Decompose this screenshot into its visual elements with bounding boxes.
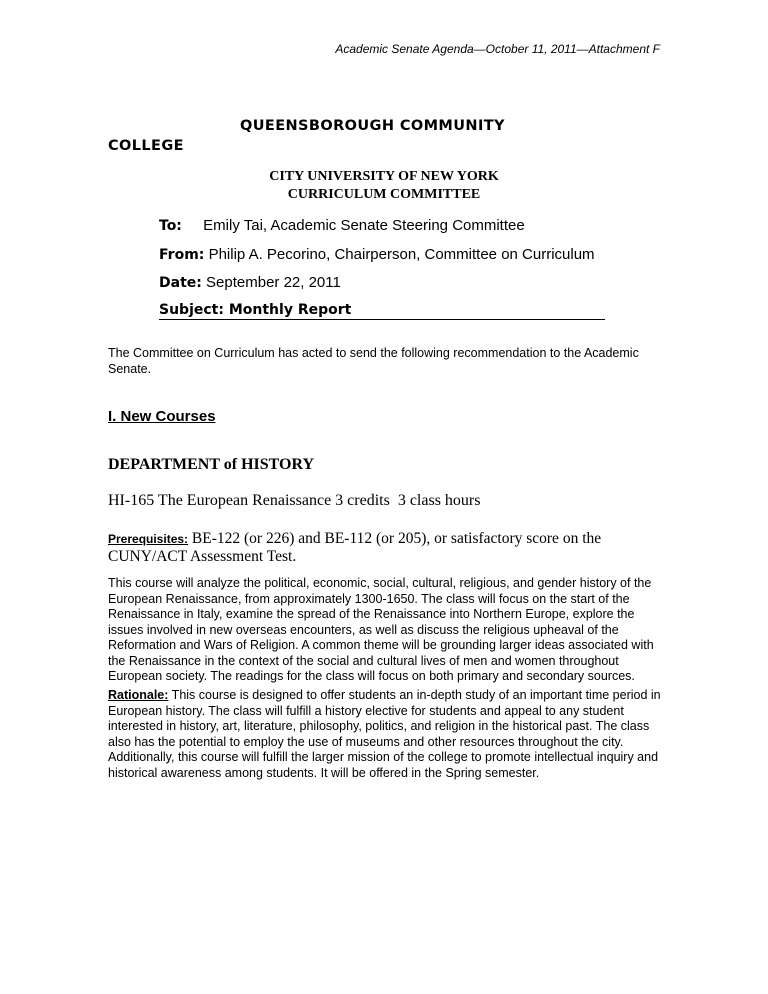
from-label: From: — [159, 247, 205, 263]
college-name-line1: QUEENSBOROUGH COMMUNITY — [240, 118, 505, 134]
rationale-paragraph — [108, 688, 668, 781]
attachment-header: Academic Senate Agenda—October 11, 2011—Attachment F — [335, 42, 660, 56]
rationale-label: Rationale: — [108, 688, 169, 702]
college-name-line2: COLLEGE — [108, 138, 184, 154]
committee-name: CURRICULUM COMMITTEE — [287, 187, 481, 202]
memo-from — [159, 246, 595, 263]
course-title: HI-165 The European Renaissance 3 credits 3 class hours — [108, 492, 481, 509]
prereq-label: Prerequisites: — [108, 532, 189, 546]
section-title: I. New Courses — [108, 408, 216, 425]
memo-date — [159, 274, 341, 291]
prereq-text: BE-122 (or 226) and BE-112 (or 205), or satisfactory score on the CUNY/ACT Assessment Test. — [108, 530, 602, 565]
course-description: This course will analyze the political, economic, social, cultural, religious, and gender history of the European Renaissance, from approximately 1300-1650. The class will focus on the start of the Renaissance in Italy, examine the spread of the Renaissance into Northern Europe, explore the issues involved in new overseas encounters, as well as discuss the religious upheaval of the Reformation and Wars of Religion. A common theme will be grounding larger ideas associated with the Renaissance in the context of the social and cultural lives of men and women throughout European society. The readings for the class will focus on both primary and secondary sources. — [108, 576, 654, 683]
subject-value: Monthly Report — [228, 302, 352, 318]
department-heading: DEPARTMENT of HISTORY — [108, 456, 315, 473]
memo-to — [159, 217, 525, 234]
letterhead-block — [0, 168, 768, 204]
to-value: Emily Tai, Academic Senate Steering Committee — [203, 217, 525, 234]
date-value: September 22, 2011 — [206, 274, 341, 291]
to-label: To: — [159, 218, 182, 234]
intro-paragraph: The Committee on Curriculum has acted to send the following recommendation to the Academic Senate. — [108, 346, 639, 376]
prerequisites — [108, 530, 668, 566]
subject-label: Subject: — [159, 302, 224, 318]
rationale-text: This course is designed to offer students an in-depth study of an important time period in European history. The class will fulfill a history elective for students and appeal to any student interested in history, art, literature, philosophy, politics, and religion in the historical past. The class also has the potential to employ the use of museums and other resources throughout the city. Additionally, this course will fulfill the larger mission of the college to promote intellectual inquiry and historical awareness among students. It will be offered in the Spring semester. — [108, 688, 661, 780]
memo-subject — [159, 302, 605, 320]
university-name: CITY UNIVERSITY OF NEW YORK — [269, 169, 499, 184]
date-label: Date: — [159, 275, 202, 291]
from-value: Philip A. Pecorino, Chairperson, Committee on Curriculum — [208, 246, 595, 263]
